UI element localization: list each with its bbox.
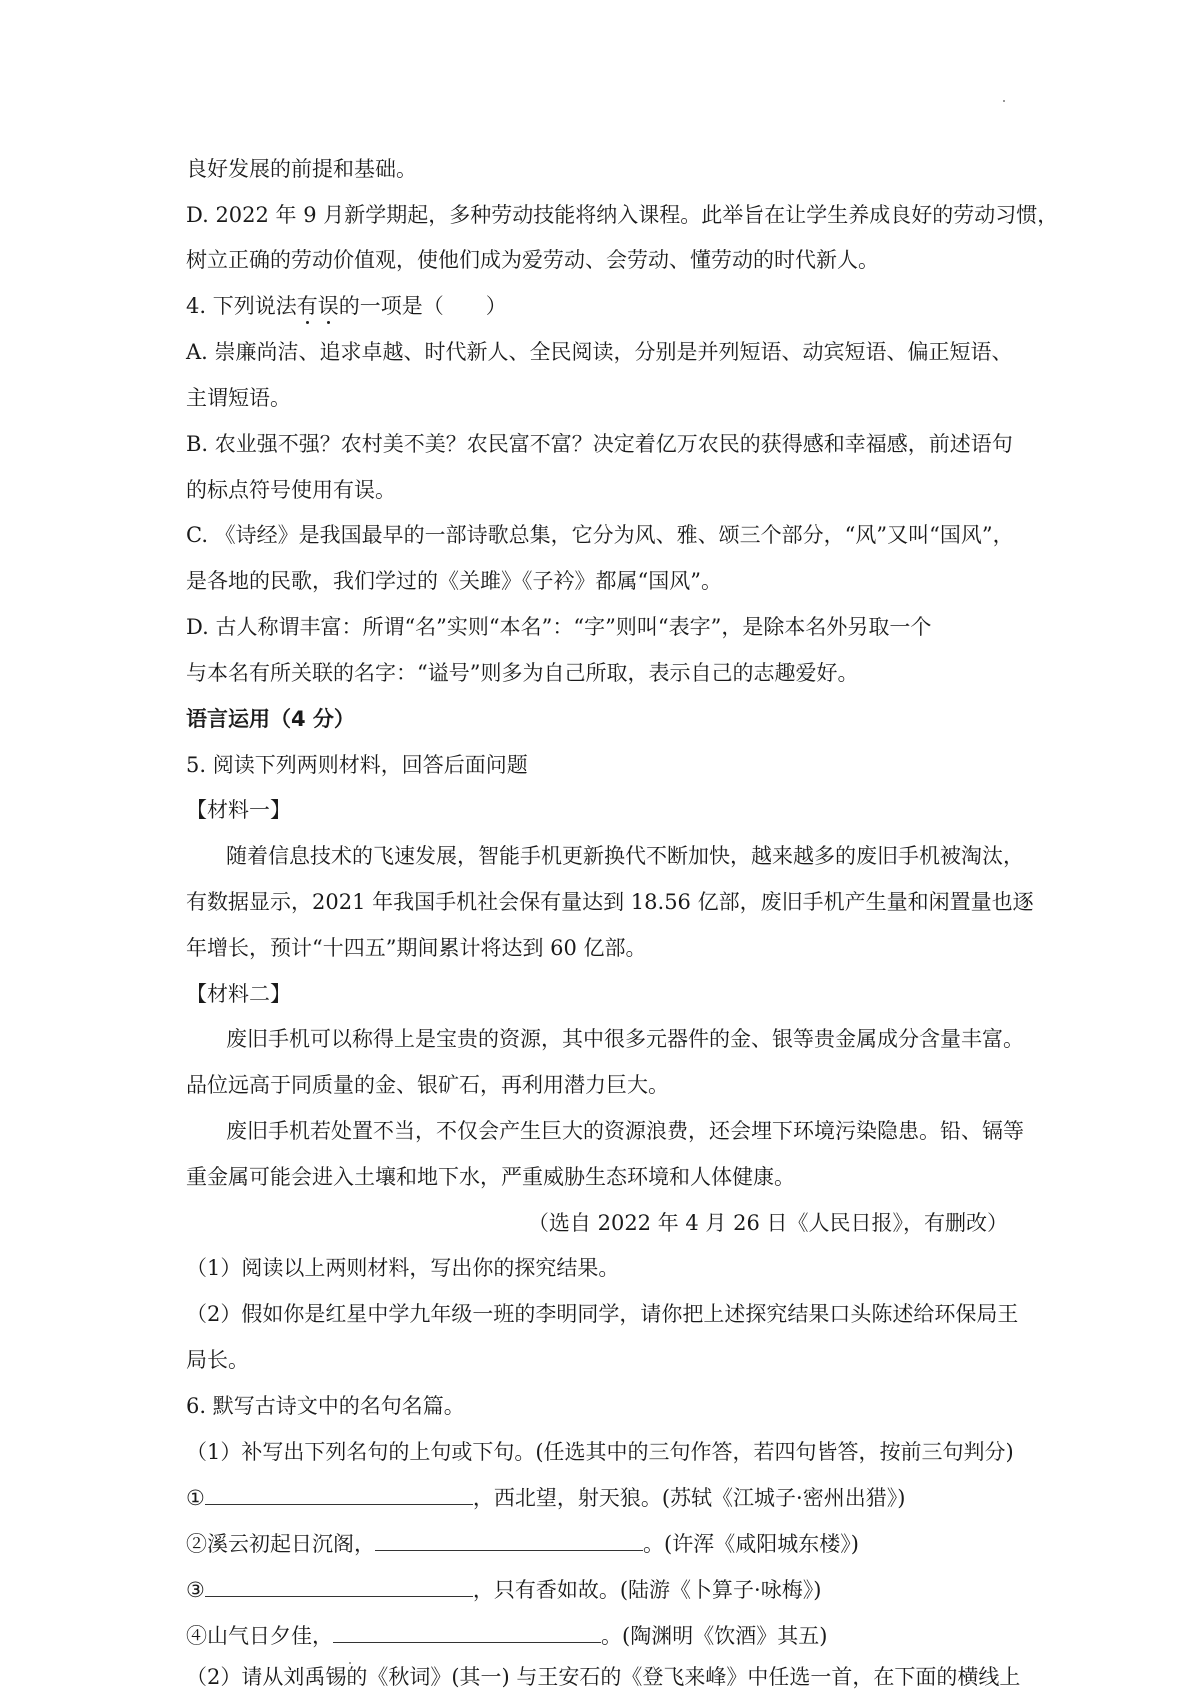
- option-b-line-2: 的标点符号使用有误。: [186, 478, 396, 502]
- option-d2-line-2: 与本名有所关联的名字：“谥号”则多为自己所取，表示自己的志趣爱好。: [186, 661, 859, 685]
- question-5-part-1: （1）阅读以上两则材料，写出你的探究结果。: [186, 1256, 620, 1280]
- poem-fill-4: [186, 1620, 827, 1651]
- poem-fill-2-suffix: 。(许浑《咸阳城东楼》): [643, 1532, 859, 1556]
- material-1-line-1: 随着信息技术的飞速发展，智能手机更新换代不断加快，越来越多的废旧手机被淘汰，: [226, 844, 1024, 868]
- source-citation: （选自 2022 年 4 月 26 日《人民日报》，有删改）: [527, 1211, 1008, 1235]
- question-6-part-2: （2）请从刘禹锡的《秋词》(其一) 与王安石的《登飞来峰》中任选一首，在下面的横线上: [186, 1665, 1021, 1689]
- text-line: 良好发展的前提和基础。: [186, 157, 417, 181]
- question-5-part-2-line-1: （2）假如你是红星中学九年级一班的李明同学，请你把上述探究结果口头陈述给环保局王: [186, 1302, 1019, 1326]
- answer-blank[interactable]: [333, 1620, 601, 1643]
- poem-fill-4-suffix: 。(陶渊明《饮酒》其五): [601, 1624, 828, 1648]
- poem-fill-1-suffix: ，西北望，射天狼。(苏轼《江城子·密州出猎》): [472, 1486, 906, 1510]
- answer-blank[interactable]: [205, 1574, 473, 1597]
- question-5: 5. 阅读下列两则材料，回答后面问题: [186, 753, 528, 777]
- option-b-line-1: B. 农业强不强？农村美不美？农民富不富？决定着亿万农民的获得感和幸福感，前述语句: [186, 432, 1013, 456]
- poem-fill-1: [186, 1482, 905, 1513]
- question-6-part-1: （1）补写出下列名句的上句或下句。(任选其中的三句作答，若四句皆答，按前三句判分): [186, 1440, 1014, 1464]
- question-5-part-2-line-2: 局长。: [186, 1348, 249, 1372]
- option-d-line-1: D. 2022 年 9 月新学期起，多种劳动技能将纳入课程。此举旨在让学生养成良好的劳动习惯，: [186, 203, 1059, 227]
- poem-fill-2: [186, 1528, 859, 1559]
- question-4: [186, 291, 507, 321]
- question-6: 6. 默写古诗文中的名句名篇。: [186, 1394, 465, 1418]
- material-2-label: 【材料二】: [186, 982, 291, 1006]
- material-2-line-4: 重金属可能会进入土壤和地下水，严重威胁生态环境和人体健康。: [186, 1165, 795, 1189]
- section-heading: 语言运用（4 分）: [186, 707, 355, 731]
- poem-fill-2-prefix: ②溪云初起日沉阁，: [186, 1532, 375, 1556]
- answer-blank[interactable]: [205, 1482, 473, 1505]
- question-4-suffix: 的一项是（ ）: [338, 294, 507, 318]
- material-1-label: 【材料一】: [186, 798, 291, 822]
- poem-fill-3: [186, 1574, 821, 1605]
- option-a-line-2: 主谓短语。: [186, 386, 291, 410]
- poem-fill-3-suffix: ，只有香如故。(陆游《卜算子·咏梅》): [472, 1578, 822, 1602]
- poem-fill-1-prefix: ①: [186, 1486, 205, 1510]
- material-2-line-2: 品位远高于同质量的金、银矿石，再利用潜力巨大。: [186, 1073, 669, 1097]
- answer-blank[interactable]: [375, 1528, 643, 1551]
- material-2-line-1: 废旧手机可以称得上是宝贵的资源，其中很多元器件的金、银等贵金属成分含量丰富。: [226, 1027, 1024, 1051]
- option-a-line-1: A. 崇廉尚洁、追求卓越、时代新人、全民阅读，分别是并列短语、动宾短语、偏正短语、: [186, 340, 1013, 364]
- poem-fill-4-prefix: ④山气日夕佳，: [186, 1624, 333, 1648]
- scan-speck: [1003, 100, 1005, 102]
- material-1-line-2: 有数据显示，2021 年我国手机社会保有量达到 18.56 亿部，废旧手机产生量和闲置量也逐: [186, 890, 1034, 914]
- material-1-line-3: 年增长，预计“十四五”期间累计将达到 60 亿部。: [186, 936, 647, 960]
- option-c-line-2: 是各地的民歌，我们学过的《关雎》《子衿》都属“国风”。: [186, 569, 722, 593]
- option-d-line-2: 树立正确的劳动价值观，使他们成为爱劳动、会劳动、懂劳动的时代新人。: [186, 248, 879, 272]
- question-4-prefix: 4. 下列说法: [186, 294, 297, 318]
- option-c-line-1: C. 《诗经》是我国最早的一部诗歌总集，它分为风、雅、颂三个部分，“风”又叫“国风”，: [186, 523, 1014, 547]
- emphasis-char: 有: [296, 294, 318, 318]
- emphasis-char: 误: [317, 294, 339, 318]
- option-d2-line-1: D. 古人称谓丰富：所谓“名”实则“本名”：“字”则叫“表字”，是除本名外另取一个: [186, 615, 932, 639]
- poem-fill-3-prefix: ③: [186, 1578, 205, 1602]
- material-2-line-3: 废旧手机若处置不当，不仅会产生巨大的资源浪费，还会埋下环境污染隐患。铅、镉等: [226, 1119, 1024, 1143]
